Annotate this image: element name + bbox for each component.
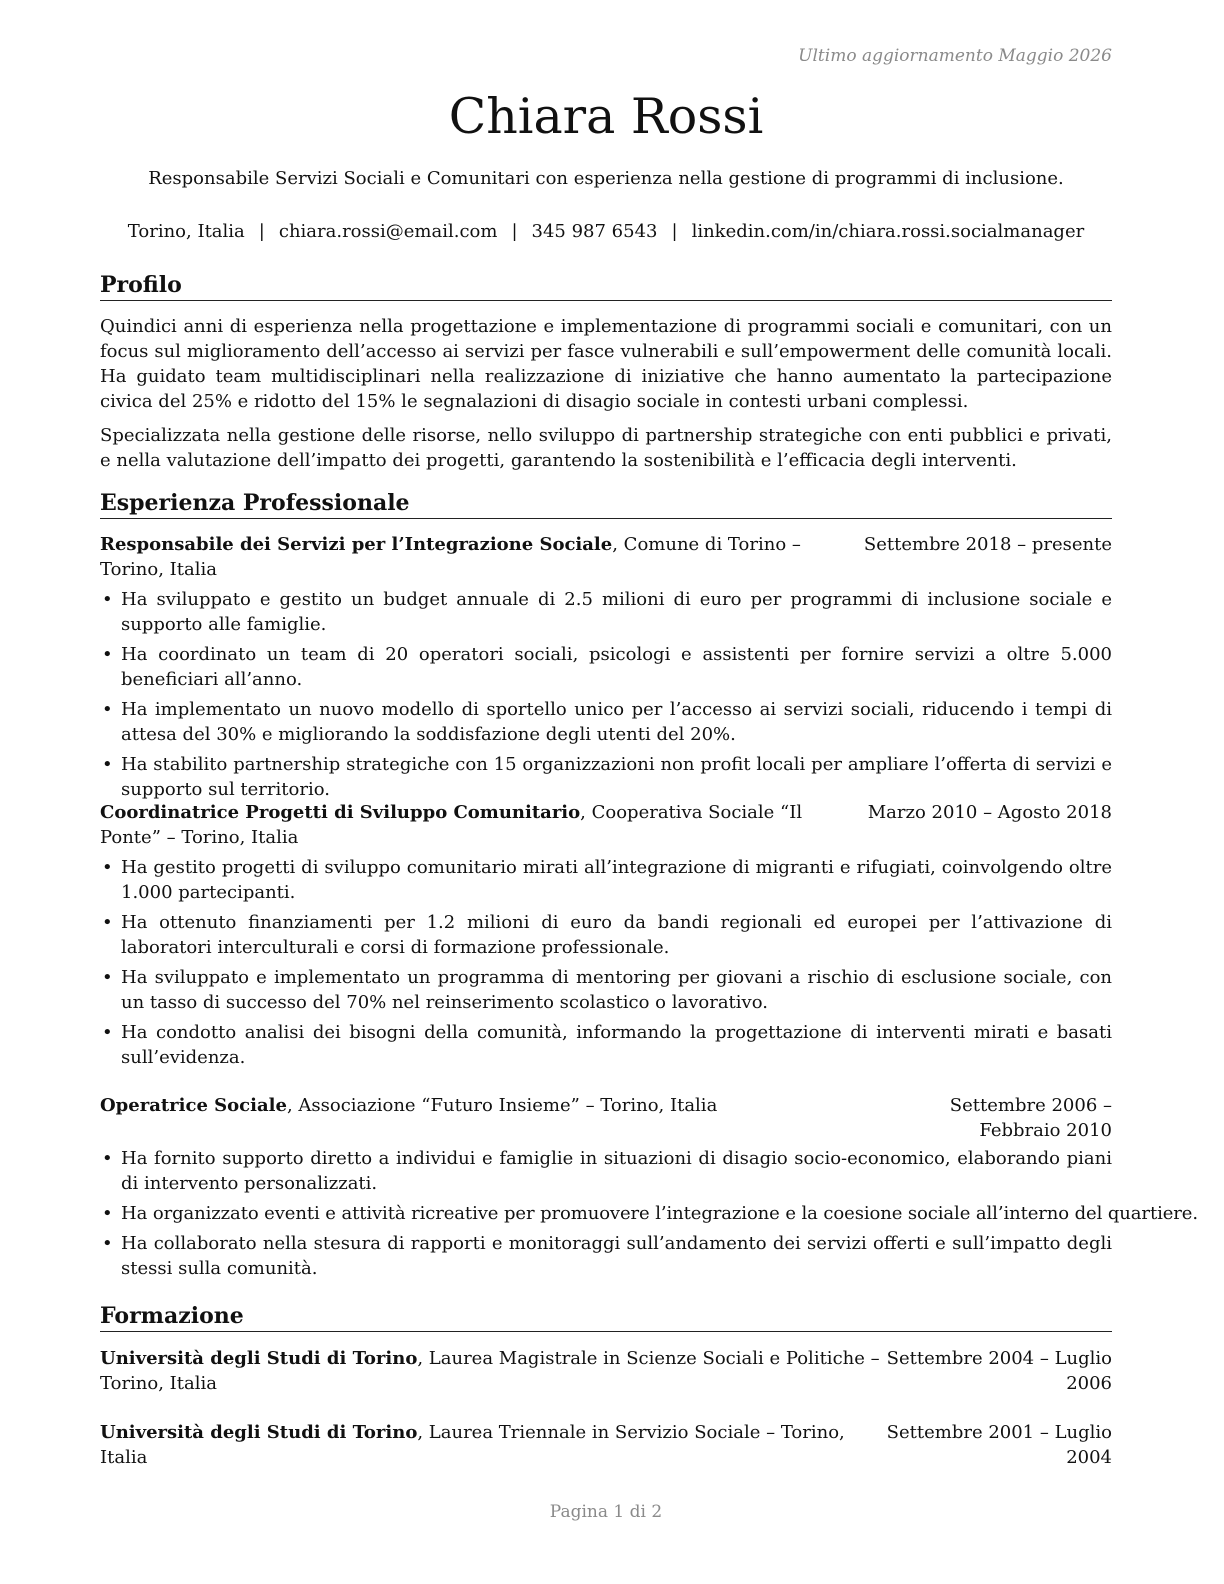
education-school: Università degli Studi di Torino [100, 1348, 418, 1369]
job-organization: , Comune di Torino – Torino, Italia [100, 534, 801, 580]
bullet-item: • Ha sviluppato e implementato un programma di mentoring per giovani a rischio di esclusione sociale, con un tasso di successo del 70% nel reinserimento scolastico o lavorativo. [100, 965, 1112, 1015]
job-header [100, 1093, 1112, 1143]
last-updated: Ultimo aggiornamento Maggio 2026 [798, 46, 1112, 66]
education-school: Università degli Studi di Torino [100, 1422, 418, 1443]
education-dates: Settembre 2001 – Luglio 2004 [886, 1422, 1112, 1468]
education-entry [100, 1346, 1112, 1396]
job-role: Responsabile dei Servizi per l’Integrazione Sociale [100, 534, 613, 555]
contact-phone: 345 987 6543 [531, 221, 658, 242]
job-entry [100, 532, 1112, 807]
profile-section [100, 314, 1112, 473]
job-header [100, 532, 1112, 582]
job-organization: , Associazione “Futuro Insieme” – Torino, Italia [286, 1095, 718, 1116]
contact-location: Torino, Italia [127, 221, 245, 242]
bullet-item: • Ha fornito supporto diretto a individui e famiglie in situazioni di disagio socio-economico, elaborando piani di intervento personalizzati. [100, 1146, 1112, 1196]
section-title-education: Formazione [100, 1302, 1112, 1332]
job-role: Coordinatrice Progetti di Sviluppo Comunitario [100, 802, 581, 823]
job-dates: Settembre 2018 – presente [863, 534, 1112, 555]
bullet-item: • Ha gestito progetti di sviluppo comunitario mirati all’integrazione di migranti e rifugiati, coinvolgendo oltre 1.000 partecipanti. [100, 855, 1112, 905]
bullet-item: • Ha sviluppato e gestito un budget annuale di 2.5 milioni di euro per programmi di inclusione sociale e supporto alle famiglie. [100, 587, 1112, 637]
education-entry [100, 1420, 1112, 1470]
job-organization: , Cooperativa Sociale “Il Ponte” – Torino, Italia [100, 802, 803, 848]
job-bullets [100, 587, 1112, 802]
bullet-item: • Ha condotto analisi dei bisogni della comunità, informando la progettazione di interventi mirati e basati sull’evidenza. [100, 1020, 1112, 1070]
contact-linkedin[interactable]: linkedin.com/in/chiara.rossi.socialmanager [691, 221, 1085, 242]
bullet-item: • Ha stabilito partnership strategiche con 15 organizzazioni non profit locali per ampliare l’offerta di servizi e supporto sul territorio. [100, 752, 1112, 802]
job-role: Operatrice Sociale [100, 1095, 287, 1116]
bullet-item: • Ha ottenuto finanziamenti per 1.2 milioni di euro da bandi regionali ed europei per l’attivazione di laboratori interculturali e corsi di formazione professionale. [100, 910, 1112, 960]
tagline: Responsabile Servizi Sociali e Comunitari con esperienza nella gestione di programmi di inclusione. [148, 168, 1064, 189]
profile-paragraph: Specializzata nella gestione delle risorse, nello sviluppo di partnership strategiche con enti pubblici e privati, e nella valutazione dell’impatto dei progetti, garantendo la sostenibilità e l’efficacia degli interventi. [100, 425, 1112, 471]
bullet-item: • Ha organizzato eventi e attività ricreative per promuovere l’integrazione e la coesione sociale all’interno del quartiere. [100, 1201, 1112, 1226]
contact-email[interactable]: chiara.rossi@email.com [278, 221, 498, 242]
section-title-experience: Esperienza Professionale [100, 489, 1112, 519]
job-dates: Marzo 2010 – Agosto 2018 [867, 802, 1112, 823]
bullet-item: • Ha collaborato nella stesura di rapporti e monitoraggi sull’andamento dei servizi offerti e sull’impatto degli stessi sulla comunità. [100, 1231, 1112, 1281]
education-dates: Settembre 2004 – Luglio 2006 [886, 1348, 1112, 1394]
education-degree: , Laurea Magistrale in Scienze Sociali e Politiche – Torino, Italia [100, 1348, 880, 1394]
section-title-profile: Profilo [100, 271, 1112, 301]
job-entry [100, 800, 1112, 1075]
bullet-item: • Ha implementato un nuovo modello di sportello unico per l’accesso ai servizi sociali, riducendo i tempi di attesa del 30% e migliorando la soddisfazione degli utenti del 20%. [100, 697, 1112, 747]
education-degree: , Laurea Triennale in Servizio Sociale – Torino, Italia [100, 1422, 845, 1468]
job-bullets [100, 855, 1112, 1070]
contact-separator: | [511, 221, 518, 242]
contact-separator: | [258, 221, 265, 242]
contact-separator: | [671, 221, 678, 242]
job-dates: Settembre 2006 – Febbraio 2010 [949, 1095, 1112, 1141]
candidate-name: Chiara Rossi [448, 88, 764, 145]
contact-line [100, 219, 1112, 244]
page-number: Pagina 1 di 2 [549, 1502, 663, 1522]
job-header [100, 800, 1112, 850]
job-bullets [100, 1146, 1198, 1281]
job-entry [100, 1093, 1198, 1286]
profile-paragraph: Quindici anni di esperienza nella progettazione e implementazione di programmi sociali e comunitari, con un focus sul miglioramento dell’accesso ai servizi per fasce vulnerabili e sull’empowerment delle comunità locali. Ha guidato team multidisciplinari nella realizzazione di iniziative che hanno aumentato la partecipazione civica del 25% e ridotto del 15% le segnalazioni di disagio sociale in contesti urbani complessi. [100, 316, 1112, 412]
bullet-item: • Ha coordinato un team di 20 operatori sociali, psicologi e assistenti per fornire servizi a oltre 5.000 beneficiari all’anno. [100, 642, 1112, 692]
